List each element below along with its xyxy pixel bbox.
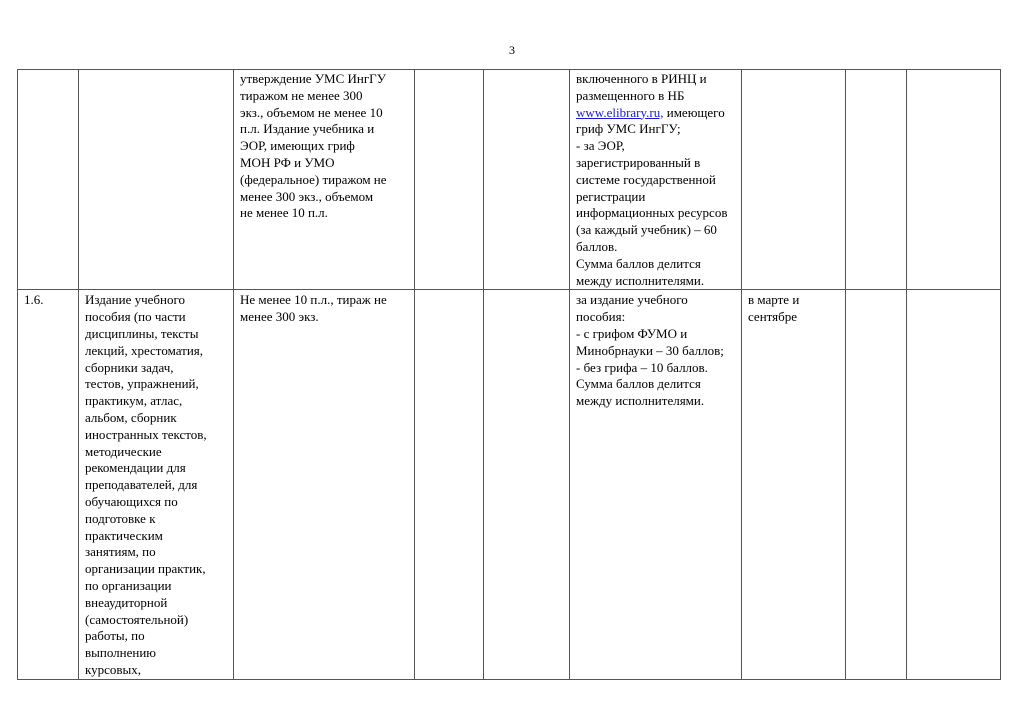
activity-name-cell: [79, 70, 234, 290]
text-line: размещенного в НБ: [576, 87, 685, 103]
term-cell: [742, 290, 846, 679]
text-line: гриф УМС ИнгГУ;: [576, 121, 681, 137]
text-line: преподавателей, для: [85, 477, 198, 493]
activity-name-cell: [79, 290, 234, 679]
text-line: внеаудиторной: [85, 594, 168, 610]
table-row: [18, 290, 1001, 679]
text-line: баллов.: [576, 238, 618, 254]
text-line: сентябре: [748, 309, 798, 325]
text-line: организации практик,: [85, 561, 206, 577]
empty-cell: [484, 70, 570, 290]
text-line: - без грифа – 10 баллов.: [576, 359, 708, 375]
text-line: Минобрнауки – 30 баллов;: [576, 342, 724, 358]
empty-cell: [846, 70, 907, 290]
empty-cell: [907, 70, 1001, 290]
text-line: за издание учебного: [576, 292, 688, 308]
text-line: тестов, упражнений,: [85, 376, 199, 392]
text-line: (самостоятельной): [85, 611, 189, 627]
requirements-cell: [234, 70, 415, 290]
criteria-table: [17, 69, 1001, 680]
text-line: дисциплины, тексты: [85, 325, 199, 341]
text-line: менее 300 экз.: [240, 309, 319, 325]
text-line: выполнению: [85, 645, 156, 661]
text-line: практическим: [85, 527, 163, 543]
text-fragment: имеющего: [663, 104, 725, 120]
text-line: подготовке к: [85, 510, 156, 526]
text-line: в марте и: [748, 292, 800, 308]
text-line: зарегистрированный в: [576, 154, 701, 170]
text-line: обучающихся по: [85, 493, 178, 509]
term-cell: [742, 70, 846, 290]
text-line: тиражом не менее 300: [240, 87, 363, 103]
text-line: иностранных текстов,: [85, 426, 207, 442]
text-line: практикум, атлас,: [85, 393, 183, 409]
text-line: курсовых,: [85, 661, 142, 677]
empty-cell: [846, 290, 907, 679]
text-line: менее 300 экз., объемом: [240, 188, 374, 204]
text-line: Сумма баллов делится: [576, 376, 701, 392]
text-line: альбом, сборник: [85, 409, 177, 425]
text-line: не менее 10 п.л.: [240, 205, 328, 221]
text-line: (за каждый учебник) – 60: [576, 222, 717, 238]
text-line: регистрации: [576, 188, 646, 204]
text-line: сборники задач,: [85, 359, 174, 375]
text-line: п.л. Издание учебника и: [240, 121, 375, 137]
table-row: [18, 70, 1001, 290]
text-line: Сумма баллов делится: [576, 255, 701, 271]
points-cell: [570, 290, 742, 679]
text-line: по организации: [85, 577, 172, 593]
text-line: МОН РФ и УМО: [240, 154, 335, 170]
text-line: лекций, хрестоматия,: [85, 342, 204, 358]
empty-cell: [415, 290, 484, 679]
text-line: системе государственной: [576, 171, 716, 187]
page-number: 3: [509, 43, 515, 57]
points-cell: [570, 70, 742, 290]
text-line: (федеральное) тиражом не: [240, 171, 387, 187]
text-line: методические: [85, 443, 162, 459]
text-line: занятиям, по: [85, 544, 156, 560]
text-line: [576, 105, 735, 122]
text-line: пособия (по части: [85, 309, 186, 325]
text-line: информационных ресурсов: [576, 205, 728, 221]
text-line: утверждение УМС ИнгГУ: [240, 71, 386, 86]
requirements-cell: [234, 290, 415, 679]
text-line: экз., объемом не менее 10: [240, 104, 383, 120]
row-number-cell: [18, 70, 79, 290]
text-line: между исполнителями.: [576, 272, 705, 288]
text-line: Не менее 10 п.л., тираж не: [240, 292, 387, 308]
empty-cell: [907, 290, 1001, 679]
text-line: Издание учебного: [85, 292, 185, 308]
text-line: рекомендации для: [85, 460, 186, 476]
text-line: между исполнителями.: [576, 393, 705, 409]
empty-cell: [484, 290, 570, 679]
text-line: пособия:: [576, 309, 626, 325]
elibrary-link[interactable]: www.elibrary.ru,: [576, 104, 664, 120]
empty-cell: [415, 70, 484, 290]
row-number-cell: 1.6.: [18, 290, 79, 679]
text-line: включенного в РИНЦ и: [576, 71, 707, 86]
text-line: - с грифом ФУМО и: [576, 325, 688, 341]
text-line: работы, по: [85, 628, 145, 644]
text-line: ЭОР, имеющих гриф: [240, 138, 355, 154]
text-line: - за ЭОР,: [576, 138, 625, 154]
